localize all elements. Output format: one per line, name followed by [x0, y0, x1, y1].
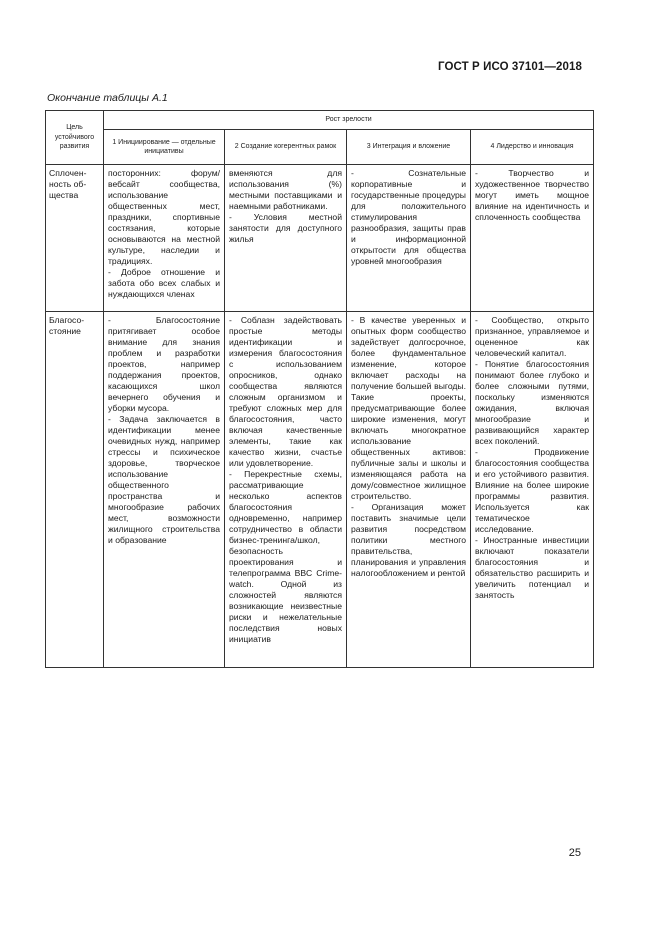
table-cell — [225, 165, 347, 312]
table-row-cohesion — [46, 165, 594, 312]
cell-paragraph: - Иностранные инвестиции включают показатели благосостояния и обязательство расширить и увеличить потенциал и занятость — [475, 535, 590, 600]
table-header-group-row — [46, 111, 594, 130]
column-header-frameworks: 2 Создание когерентных рамок — [225, 130, 347, 165]
cell-paragraph: - Творчество и художественное творчество могут иметь мощное влияние на идентичность и сплоченность сообщества — [475, 168, 590, 222]
cell-paragraph: - Благосостояние притягивает особое внимание для знания проблем и разработки проектов, например поддержания проектов, касающихся школ вечернего обучения и уборки мусора. — [108, 315, 220, 413]
cell-paragraph: посторонних: форум/вебсайт сообщества, использование общественных мест, праздники, спортивные состязания, которые основываются на местной культуре, наследии и традициях. — [108, 168, 220, 266]
page-number: 25 — [568, 847, 581, 859]
maturity-group-header: Рост зрелости — [104, 111, 594, 130]
table-cell — [347, 312, 471, 668]
table-cell — [347, 165, 471, 312]
maturity-table — [45, 110, 594, 668]
cell-paragraph: - Задача заключается в идентификации менее очевидных нужд, например стрессы и психическое здоровье, творческое использование общественного пространства и многообразие рабочих мест, возможности жилищного строительства и образование — [108, 414, 220, 545]
cell-paragraph: - Доброе отношение и забота обо всех слабых и нуждающихся членах — [108, 267, 220, 299]
column-header-leadership: 4 Лидерство и инновация — [471, 130, 594, 165]
cell-paragraph: - Организация может поставить значимые цели развития посредством политики местного правительства, планирования и управления налогообложением и рентой — [351, 502, 466, 578]
document-code: ГОСТ Р ИСО 37101—2018 — [437, 61, 582, 73]
table-cell — [104, 165, 225, 312]
table-caption: Окончание таблицы А.1 — [47, 92, 168, 104]
cell-paragraph: - Продвижение благосостояния сообщества и его устойчивого развития. Влияние на более широкие программы развития. Используется как тематическое исследование. — [475, 447, 590, 534]
cell-paragraph: - Сознательные корпоративные и государственные процедуры для положительного стимулирования разнообразия, защиты прав и информационной открытости для общества уровней многообразия — [351, 168, 466, 266]
goal-cell: Благосо-стояние — [46, 312, 104, 668]
table-cell — [471, 165, 594, 312]
table-row-wellbeing — [46, 312, 594, 668]
cell-paragraph: вменяются для использования (%) местными поставщиками и наемными работниками. — [229, 168, 342, 211]
cell-paragraph: - Соблазн задействовать простые методы идентификации и измерения благосостояния с использованием опросников, однако сообщества являются сложным организмом и требуют сложных мер для благосостояния, часто включая качественные элементы, такие как качество жизни, счастье или удовлетворение. — [229, 315, 342, 468]
table-cell — [225, 312, 347, 668]
goal-column-header: Цель устойчивого развития — [46, 111, 104, 165]
goal-cell: Сплочен-ность об-щества — [46, 165, 104, 312]
cell-paragraph: - Понятие благосостояния понимают более глубоко и более сложными путями, поскольку изменяются ожидания, включая многообразие и развивающийся характер всех поколений. — [475, 359, 590, 446]
table-cell — [471, 312, 594, 668]
table-cell — [104, 312, 225, 668]
cell-paragraph: - Сообщество, открыто признанное, управляемое и оцененное как человеческий капитал. — [475, 315, 590, 358]
table-header-columns-row — [46, 130, 594, 165]
cell-paragraph: - Перекрестные схемы, рассматривающие несколько аспектов благосостояния одновременно, например сотрудничество в области бизнес-тренинга/школ, безопасность проектирования и телепрограмма BBC Crime-watch. Одной из сложностей являются возникающие неизвестные риски и нежелательные последствия новых инициатив — [229, 469, 342, 644]
column-header-initiation: 1 Инициирование — отдельные инициативы — [104, 130, 225, 165]
cell-paragraph: - В качестве уверенных и опытных форм сообщество задействует долгосрочное, более фундаментальное изменение, которое включает расходы на получение большей выгоды. Такие проекты, предусматривающие более широкие изменения, могут включать многократное использование общественных активов: публичные залы и школы и изменяющаяся работа на дому/совместное жилищное строительство. — [351, 315, 466, 501]
cell-paragraph: - Условия местной занятости для доступного жилья — [229, 212, 342, 244]
column-header-integration: 3 Интеграция и вложение — [347, 130, 471, 165]
